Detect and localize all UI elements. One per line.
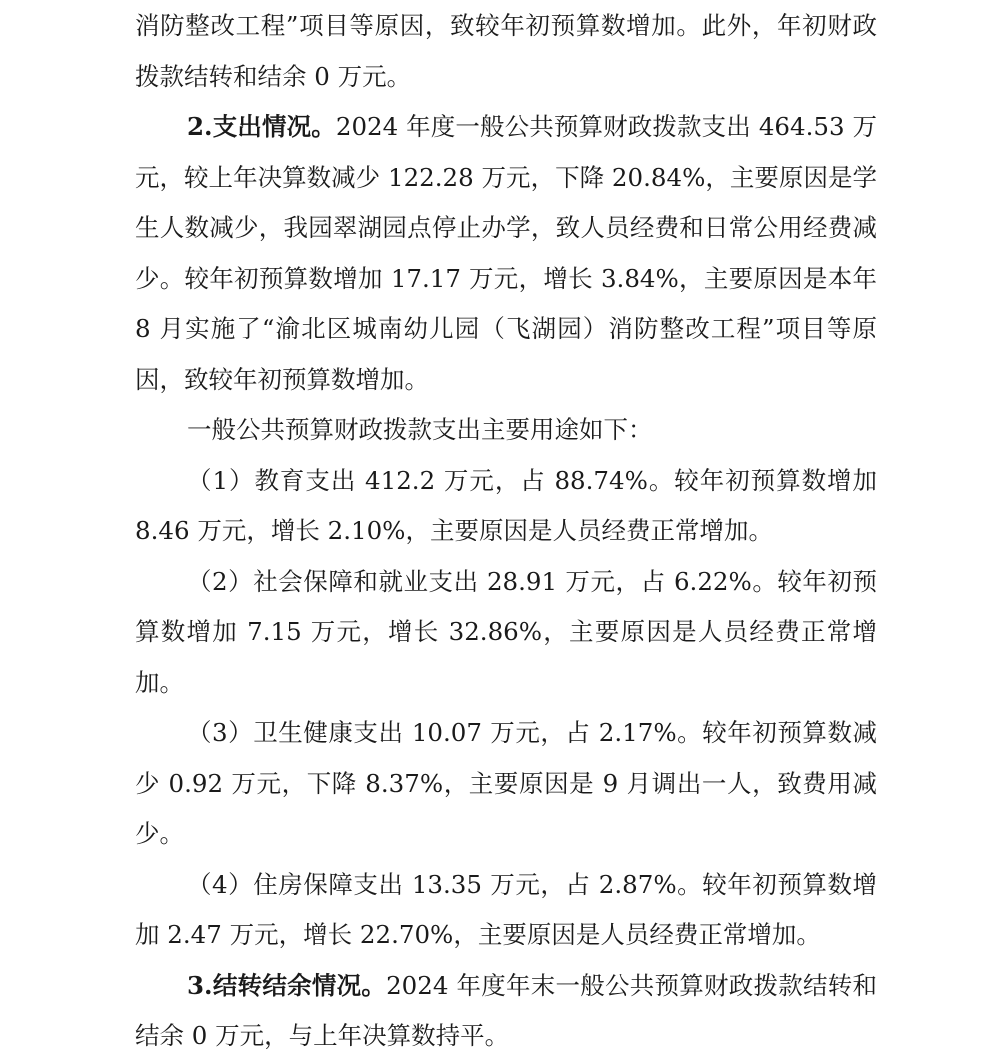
carryover-section-heading: 3.结转结余情况。 xyxy=(187,970,387,1000)
expenditure-section-paragraph xyxy=(135,102,877,405)
item-health-paragraph: （3）卫生健康支出 10.07 万元，占 2.17%。较年初预算数减少 0.92 万元，下降 8.37%，主要原因是 9 月调出一人，致费用减少。 xyxy=(135,718,877,848)
uses-intro-paragraph: 一般公共预算财政拨款支出主要用途如下： xyxy=(187,415,653,444)
item-social-security-paragraph: （2）社会保障和就业支出 28.91 万元，占 6.22%。较年初预算数增加 7.15 万元，增长 32.86%，主要原因是人员经费正常增加。 xyxy=(135,566,877,697)
carryover-section-paragraph xyxy=(135,961,877,1062)
item-education-paragraph: （1）教育支出 412.2 万元，占 88.74%。较年初预算数增加 8.46 万元，增长 2.10%，主要原因是人员经费正常增加。 xyxy=(135,465,877,545)
item-housing-paragraph: （4）住房保障支出 13.35 万元，占 2.87%。较年初预算数增加 2.47 万元，增长 22.70%，主要原因是人员经费正常增加。 xyxy=(135,869,877,949)
expenditure-section-heading: 2.支出情况。 xyxy=(187,112,336,141)
document-page xyxy=(135,1,877,1062)
carryover-section-body: 2024 年度年末一般公共预算财政拨款结转和结余 0 万元，与上年决算数持平。 xyxy=(135,970,878,1050)
continuation-paragraph: 消防整改工程”项目等原因，致较年初预算数增加。此外，年初财政拨款结转和结余 0 万元。 xyxy=(135,11,877,91)
expenditure-section-body: 2024 年度一般公共预算财政拨款支出 464.53 万元，较上年决算数减少 122.28 万元，下降 20.84%，主要原因是学生人数减少，我园翠湖园点停止办学，致人员经费和日常公用经费减少。较年初预算数增加 17.17 万元，增长 3.84%，主要原因是本年 8 月实施了“渝北区城南幼儿园（飞湖园）消防整改工程”项目等原因，致较年初预算数增加。 xyxy=(135,112,877,394)
